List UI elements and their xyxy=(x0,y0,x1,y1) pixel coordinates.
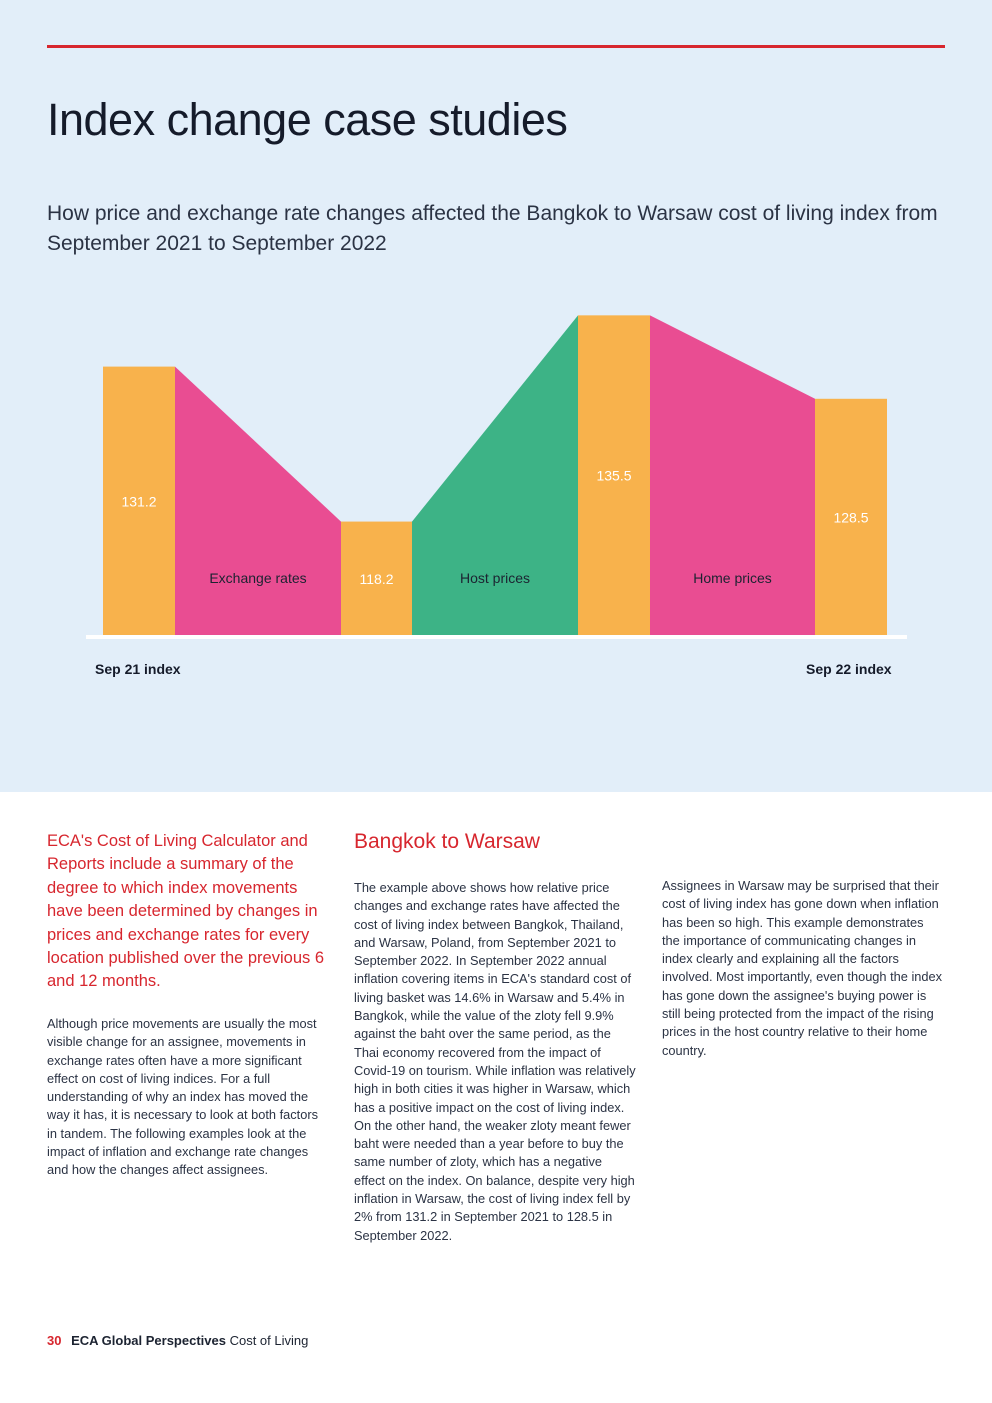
start-index-label: Sep 21 index xyxy=(95,661,181,677)
page-footer xyxy=(47,1333,308,1348)
change-segment-label: Exchange rates xyxy=(209,570,307,586)
index-bar-label: 131.2 xyxy=(121,493,157,510)
index-bar-label: 128.5 xyxy=(833,509,869,526)
end-index-label: Sep 22 index xyxy=(806,661,892,677)
change-segment xyxy=(412,315,578,636)
index-bar-label: 118.2 xyxy=(359,570,394,587)
index-bar-label: 135.5 xyxy=(596,467,632,484)
chart-subtitle: How price and exchange rate changes affected the Bangkok to Warsaw cost of living index from September 2021 to September 2022 xyxy=(47,202,938,255)
intro-body: Although price movements are usually the most visible change for an assignee, movements in exchange rates often have a more significant effect on cost of living indices. For a full understanding of why an index has moved the way it has, it is necessary to look at both factors in tandem. The following examples look at the impact of inflation and exchange rate changes and how the changes affect assignees. xyxy=(47,1016,318,1178)
intro-lead: ECA's Cost of Living Calculator and Reports include a summary of the degree to which index movements have been determined by changes in prices and exchange rates for every location published over the previous 6 and 12 months. xyxy=(47,832,325,991)
footer-section: Cost of Living xyxy=(229,1333,309,1348)
change-segment-label: Home prices xyxy=(693,570,772,586)
change-segment xyxy=(650,315,815,636)
page-number: 30 xyxy=(47,1333,62,1348)
chart-baseline xyxy=(86,635,907,639)
change-segment xyxy=(175,367,341,636)
case-heading: Bangkok to Warsaw xyxy=(354,830,540,853)
change-segment-label: Host prices xyxy=(459,570,531,586)
case-body-col2: The example above shows how relative price changes and exchange rates have affected the cost of living index between Bangkok, Thailand, and Warsaw, Poland, from September 2021 to September 2022. In September 2022 annual inflation covering items in ECA's standard cost of living basket was 14.6% in Warsaw and 5.4% in Bangkok, while the value of the zloty fell 9.9% against the baht over the same period, as the Thai economy recovered from the impact of Covid-19 on tourism. While inflation was relatively high in both cities it was higher in Warsaw, which has a positive impact on the cost of living index. On the other hand, the weaker zloty meant fewer baht were needed than a year before to buy the same number of zloty, which has a negative effect on the index. On balance, despite very high inflation in Warsaw, the cost of living index fell by 2% from 131.2 in September 2021 to 128.5 in September 2022. xyxy=(354,880,636,1243)
case-body-col3: Assignees in Warsaw may be surprised that their cost of living index has gone down when inflation has been so high. This example demonstrates the importance of communicating changes in index clearly and explaining all the factors involved. Most importantly, even though the index has gone down the assignee's buying power is still being protected from the impact of the rising prices in the host country relative to their home country. xyxy=(662,878,943,1058)
footer-brand: ECA Global Perspectives xyxy=(71,1333,226,1348)
page-title: Index change case studies xyxy=(47,94,568,145)
